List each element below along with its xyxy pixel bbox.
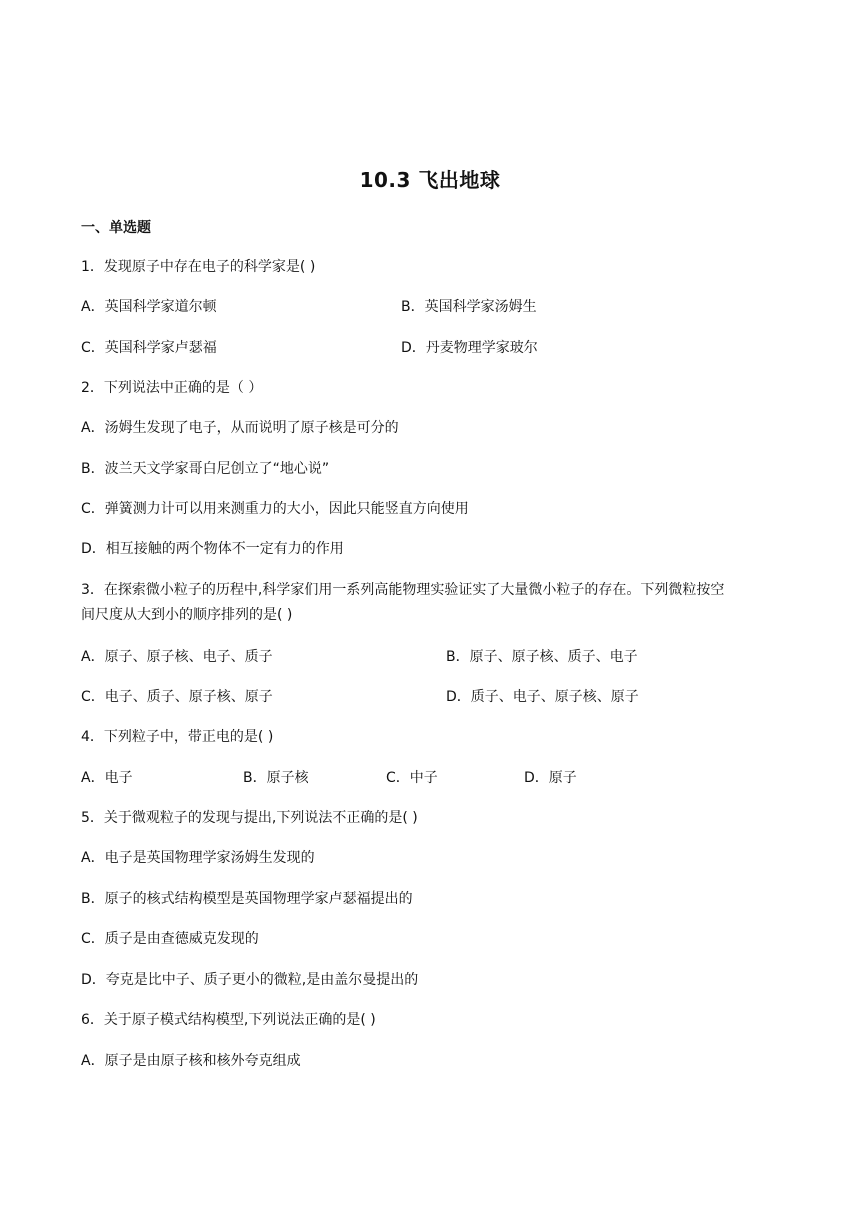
question-3-stem-line-2: 间尺度从大到小的顺序排列的是( ) [81, 607, 293, 623]
question-2-option-a: A．汤姆生发现了电子，从而说明了原子核是可分的 [81, 420, 399, 436]
question-3-option-c: C．电子、质子、原子核、原子 [81, 689, 273, 705]
question-6-stem: 6．关于原子模式结构模型,下列说法正确的是( ) [81, 1012, 376, 1028]
question-2-stem: 2．下列说法中正确的是（ ） [81, 380, 263, 396]
question-2-option-c: C．弹簧测力计可以用来测重力的大小，因此只能竖直方向使用 [81, 501, 469, 517]
question-4-stem: 4．下列粒子中，带正电的是( ) [81, 729, 274, 745]
question-5-option-c: C．质子是由查德威克发现的 [81, 931, 259, 947]
question-1-option-d: D．丹麦物理学家玻尔 [401, 340, 538, 356]
question-2-option-d: D．相互接触的两个物体不一定有力的作用 [81, 541, 344, 557]
question-5-stem: 5．关于微观粒子的发现与提出,下列说法不正确的是( ) [81, 810, 418, 826]
question-3-option-d: D．质子、电子、原子核、原子 [446, 689, 639, 705]
question-4-option-b: B．原子核 [243, 770, 309, 786]
question-3-stem-line-1: 3．在探索微小粒子的历程中,科学家们用一系列高能物理实验证实了大量微小粒子的存在。下列微粒按空 [81, 582, 725, 598]
question-3-option-a: A．原子、原子核、电子、质子 [81, 649, 273, 665]
question-2-option-b: B．波兰天文学家哥白尼创立了“地心说” [81, 461, 330, 477]
question-4-option-a: A．电子 [81, 770, 133, 786]
question-5-option-d: D．夸克是比中子、质子更小的微粒,是由盖尔曼提出的 [81, 972, 419, 988]
question-4-option-c: C．中子 [386, 770, 438, 786]
page-title: 10.3 飞出地球 [359, 168, 501, 192]
question-5-option-b: B．原子的核式结构模型是英国物理学家卢瑟福提出的 [81, 891, 413, 907]
question-1-option-a: A．英国科学家道尔顿 [81, 299, 217, 315]
question-3-option-b: B．原子、原子核、质子、电子 [446, 649, 638, 665]
question-5-option-a: A．电子是英国物理学家汤姆生发现的 [81, 850, 315, 866]
section-heading: 一、单选题 [81, 220, 151, 236]
question-1-option-b: B．英国科学家汤姆生 [401, 299, 537, 315]
question-1-option-c: C．英国科学家卢瑟福 [81, 340, 217, 356]
question-6-option-a: A．原子是由原子核和核外夸克组成 [81, 1053, 301, 1069]
question-1-stem: 1．发现原子中存在电子的科学家是( ) [81, 259, 316, 275]
question-4-option-d: D．原子 [524, 770, 577, 786]
